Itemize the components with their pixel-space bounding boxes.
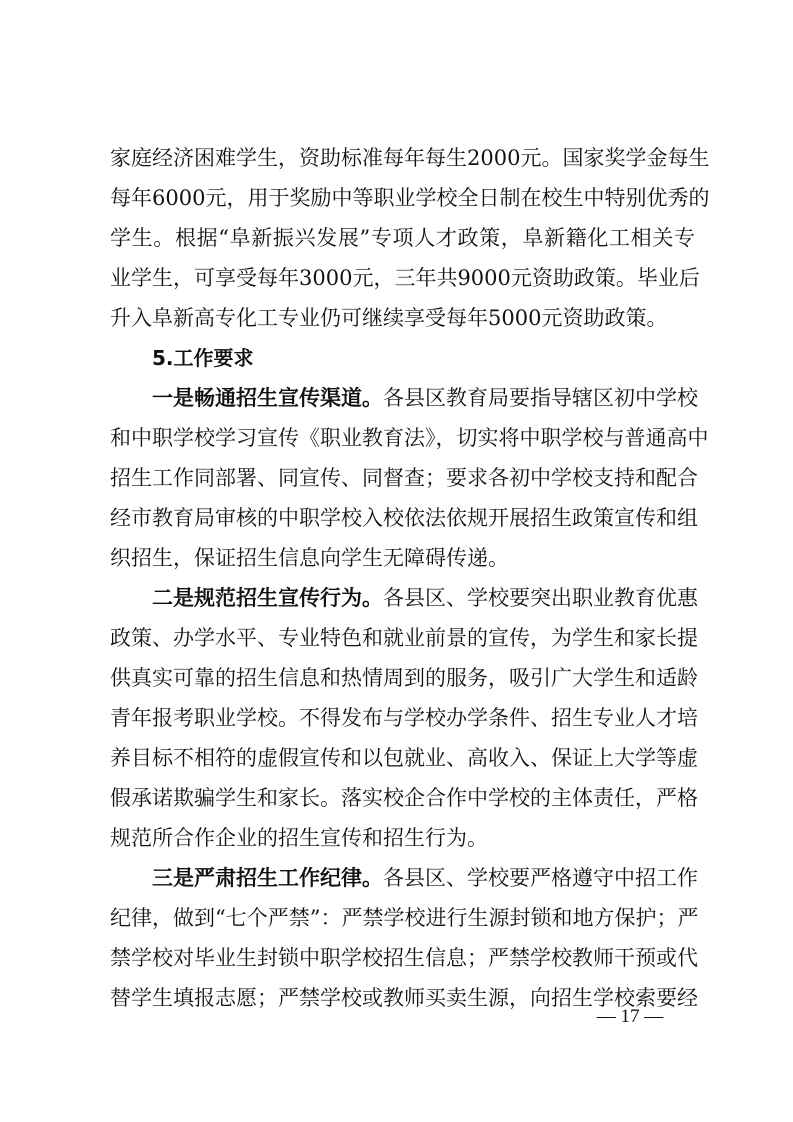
section-heading: 5.工作要求 [152, 346, 254, 370]
paragraph-line: 青年报考职业学校。不得发布与学校办学条件、招生专业人才培 [110, 706, 698, 730]
paragraph-line: 升入阜新高专化工专业仍可继续享受每年5000元资助政策。 [110, 306, 668, 330]
paragraph-first-line [152, 378, 698, 418]
paragraph-line: 规范所合作企业的招生宣传和招生行为。 [110, 826, 488, 850]
paragraph-lead: 一是畅通招生宣传渠道。 [152, 386, 383, 410]
paragraph-line: 供真实可靠的招生信息和热情周到的服务，吸引广大学生和适龄 [110, 666, 698, 690]
paragraph-lead: 三是严肃招生工作纪律。 [152, 866, 383, 890]
paragraph-first-line [152, 578, 698, 618]
paragraph-line: 替学生填报志愿；严禁学校或教师买卖生源，向招生学校索要经 [110, 986, 698, 1010]
paragraph-text: 各县区教育局要指导辖区初中学校 [383, 386, 698, 410]
paragraph-lead: 二是规范招生宣传行为。 [152, 586, 383, 610]
paragraph-line: 学生。根据“阜新振兴发展”专项人才政策，阜新籍化工相关专 [110, 226, 695, 250]
paragraph-line: 织招生，保证招生信息向学生无障碍传递。 [110, 546, 509, 570]
paragraph-first-line [152, 858, 698, 898]
paragraph-line: 招生工作同部署、同宣传、同督查；要求各初中学校支持和配合 [110, 466, 698, 490]
paragraph-line: 和中职学校学习宣传《职业教育法》，切实将中职学校与普通高中 [110, 426, 709, 450]
paragraph-line: 经市教育局审核的中职学校入校依法依规开展招生政策宣传和组 [110, 506, 698, 530]
paragraph-line: 家庭经济困难学生，资助标准每年每生2000元。国家奖学金每生 [110, 146, 710, 170]
paragraph-line: 每年6000元，用于奖励中等职业学校全日制在校生中特别优秀的 [110, 186, 710, 210]
paragraph-line: 养目标不相符的虚假宣传和以包就业、高收入、保证上大学等虚 [110, 746, 698, 770]
paragraph-line: 业学生，可享受每年3000元，三年共9000元资助政策。毕业后 [110, 266, 700, 290]
paragraph-line: 假承诺欺骗学生和家长。落实校企合作中学校的主体责任，严格 [110, 786, 698, 810]
page-number: — 17 — [596, 1006, 664, 1027]
paragraph-line: 政策、办学水平、专业特色和就业前景的宣传，为学生和家长提 [110, 626, 698, 650]
paragraph-text: 各县区、学校要突出职业教育优惠 [383, 586, 698, 610]
paragraph-line: 纪律，做到“七个严禁”：严禁学校进行生源封锁和地方保护；严 [110, 906, 699, 930]
paragraph-line: 禁学校对毕业生封锁中职学校招生信息；严禁学校教师干预或代 [110, 946, 698, 970]
paragraph-text: 各县区、学校要严格遵守中招工作 [383, 866, 698, 890]
